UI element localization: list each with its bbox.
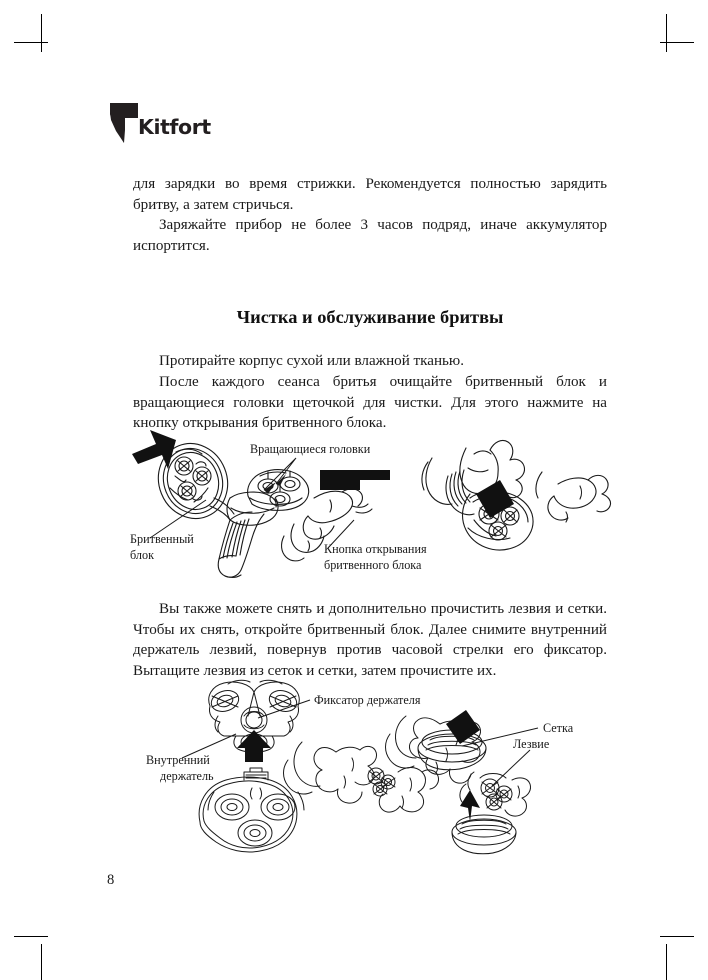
crop-mark-top-left-horizontal bbox=[14, 42, 48, 43]
label-blade: Лезвие bbox=[513, 737, 550, 751]
arrow-left-icon bbox=[320, 470, 390, 490]
leader-line-blade bbox=[492, 750, 530, 786]
label-inner-holder-line1: Внутренний bbox=[146, 753, 210, 767]
crop-mark-bottom-left-vertical bbox=[41, 944, 42, 980]
label-shaving-unit-line2: блок bbox=[130, 548, 154, 562]
label-release-button-line1: Кнопка открывания bbox=[324, 542, 427, 556]
label-inner-holder-line2: держатель bbox=[160, 769, 214, 783]
brand-logo bbox=[108, 101, 308, 147]
figure-blades-and-foils bbox=[140, 676, 620, 861]
label-rotating-heads: Вращающиеся головки bbox=[250, 442, 371, 456]
arrow-up-blade-icon bbox=[460, 790, 480, 822]
paragraph-charging-continued: для зарядки во время стрижки. Рекомендуется полностью зарядить бритву, а затем стричься. bbox=[133, 176, 607, 213]
paragraph-wipe-body: Протирайте корпус сухой или влажной тканью. bbox=[159, 353, 464, 369]
arrow-up-left-icon bbox=[132, 430, 176, 469]
page-number: 8 bbox=[107, 872, 115, 888]
crop-mark-top-left-vertical bbox=[41, 14, 42, 52]
crop-mark-top-right-vertical bbox=[666, 14, 667, 52]
label-release-button-line2: бритвенного блока bbox=[324, 558, 422, 572]
arrow-diamond-foil-marker-icon bbox=[446, 710, 480, 744]
leader-line-holder-latch bbox=[258, 700, 310, 718]
kitfort-flag-logo-icon bbox=[108, 101, 142, 145]
label-holder-latch: Фиксатор держателя bbox=[314, 693, 421, 707]
brand-wordmark: Kitfort bbox=[138, 115, 211, 139]
paragraph-charging-limit: Заряжайте прибор не более 3 часов подряд, иначе аккумулятор испортится. bbox=[133, 217, 607, 254]
page-section-heading: Чистка и обслуживание бритвы bbox=[236, 307, 504, 327]
crop-mark-bottom-left-horizontal bbox=[14, 936, 48, 937]
crop-mark-bottom-right-vertical bbox=[666, 944, 667, 980]
paragraph-clean-after-use: После каждого сеанса бритья очищайте бритвенный блок и вращающиеся головки щеточкой для чистки. Для этого нажмите на кнопку открывания бритвенного блока. bbox=[133, 374, 607, 432]
crop-mark-top-right-horizontal bbox=[660, 42, 694, 43]
label-shaving-unit-line1: Бритвенный bbox=[130, 532, 194, 546]
label-foil: Сетка bbox=[543, 721, 574, 735]
paragraph-remove-blades: Вы также можете снять и дополнительно прочистить лезвия и сетки. Чтобы их снять, откройте бритвенный блок. Далее снимите внутренний держатель лезвий, повернув против часовой стрелки его фиксатор. Вытащите лезвия из сеток и сетки, затем прочистите их. bbox=[133, 601, 607, 679]
figure-opening-shaving-unit bbox=[118, 428, 618, 588]
arrow-up-icon bbox=[237, 730, 271, 762]
crop-mark-bottom-right-horizontal bbox=[660, 936, 694, 937]
